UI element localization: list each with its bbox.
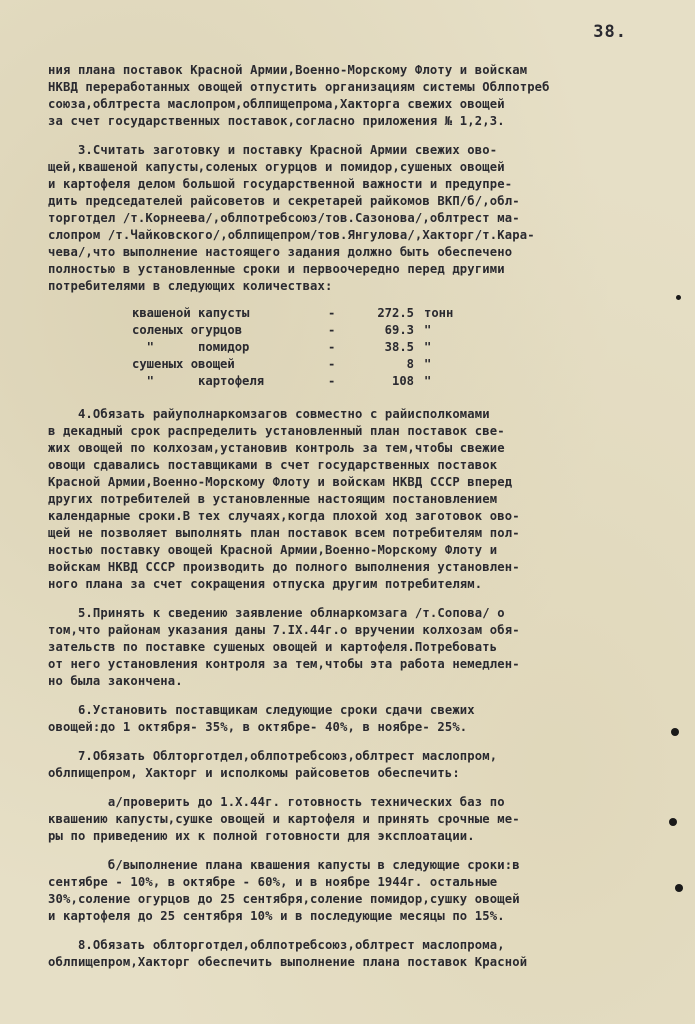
product-name: сушеных овощей — [132, 357, 235, 371]
product-value: 8 — [406, 357, 414, 371]
text-line: щей,квашеной капусты,соленых огурцов и помидор,сушеных овощей — [48, 160, 505, 174]
table-row: соленых огурцов - 69.3 " — [132, 323, 432, 337]
product-value: 69.3 — [384, 323, 414, 337]
text-line: ния плана поставок Красной Армии,Военно-Морскому Флоту и войскам — [48, 63, 528, 77]
paragraph-7b — [48, 857, 670, 925]
text-line: сентябре - 10%, в октябре - 60%, и в ноябре 1944г. остальные — [48, 875, 498, 889]
product-unit: " — [424, 340, 432, 354]
product-name: квашеной капусты — [132, 306, 250, 320]
text-line: 7.Обязать Облторготдел,облпотребсоюз,облтрест маслопром, — [48, 749, 498, 763]
paragraph-continuation — [48, 62, 670, 130]
text-line: ного плана за счет сокращения отпуска другим потребителям. — [48, 577, 483, 591]
text-line: за счет государственных поставок,согласно приложения № 1,2,3. — [48, 114, 505, 128]
table-row: квашеной капусты - 272.5 тонн — [132, 306, 454, 320]
page-number: 38. — [593, 22, 627, 42]
ink-dot — [675, 884, 683, 892]
text-line: от него установления контроля за тем,чтобы эта работа немедлен- — [48, 657, 520, 671]
product-name: " картофеля — [132, 374, 265, 388]
text-line: щей не позволяет выполнять план поставок всем потребителям пол- — [48, 526, 520, 540]
text-line: овощей:до 1 октября- 35%, в октябре- 40%, в ноябре- 25%. — [48, 720, 468, 734]
document-body — [48, 62, 670, 971]
text-line: 4.Обязать райуполнаркомзагов совместно с райисполкомами — [48, 407, 490, 421]
text-line: в декадный срок распределить установленный план поставок све- — [48, 424, 505, 438]
text-line: овощи сдавались поставщиками в счет государственных поставок — [48, 458, 498, 472]
text-line: 30%,соление огурцов до 25 сентября,соление помидор,сушку овощей — [48, 892, 520, 906]
text-line: чева/,что выполнение настоящего задания должно быть обеспечено — [48, 245, 513, 259]
text-line: ры по приведению их к полной готовности для эксплоатации. — [48, 829, 475, 843]
text-line: зательств по поставке сушеных овощей и картофеля.Потребовать — [48, 640, 498, 654]
text-line: том,что районам указания даны 7.IХ.44г.о вручении колхозам обя- — [48, 623, 520, 637]
text-line: торготдел /т.Корнеева/,облпотребсоюз/тов.Сазонова/,облтрест ма- — [48, 211, 520, 225]
ink-dot — [676, 295, 681, 300]
text-line: других потребителей в установленные настоящим постановлением — [48, 492, 498, 506]
text-line: 6.Установить поставщикам следующие сроки сдачи свежих — [48, 703, 475, 717]
text-line: войскам НКВД СССР производить до полного выполнения установлен- — [48, 560, 520, 574]
product-value: 38.5 — [384, 340, 414, 354]
text-line: и картофеля до 25 сентября 10% и в последующие месяцы по 15%. — [48, 909, 505, 923]
text-line: облпищепром, Хакторг и исполкомы райсоветов обеспечить: — [48, 766, 460, 780]
product-name: соленых огурцов — [132, 323, 243, 337]
paragraph-3 — [48, 142, 670, 295]
text-line: НКВД переработанных овощей отпустить организациям системы Облпотреб — [48, 80, 550, 94]
product-name: " помидор — [132, 340, 250, 354]
text-line: квашению капусты,сушке овощей и картофеля и принять срочные ме- — [48, 812, 520, 826]
table-row: " картофеля - 108 " — [132, 374, 432, 388]
product-unit: " — [424, 357, 432, 371]
text-line: союза,облтреста маслопром,облпищепрома,Хакторга свежих овощей — [48, 97, 505, 111]
product-unit: " — [424, 323, 432, 337]
text-line: 5.Принять к сведению заявление облнаркомзага /т.Сопова/ о — [48, 606, 505, 620]
paragraph-8 — [48, 937, 670, 971]
text-line: жих овощей по колхозам,установив контроль за тем,чтобы свежие — [48, 441, 505, 455]
product-value: 272.5 — [377, 306, 414, 320]
text-line: потребителями в следующих количествах: — [48, 279, 333, 293]
paragraph-4 — [48, 406, 670, 593]
ink-dot — [671, 728, 679, 736]
quantity-table — [132, 305, 670, 390]
text-line: слопром /т.Чайковского/,облпищепром/тов.Янгулова/,Хакторг/т.Кара- — [48, 228, 535, 242]
text-line: облпищепром,Хакторг обеспечить выполнение плана поставок Красной — [48, 955, 528, 969]
ink-dot — [669, 818, 677, 826]
paragraph-7a — [48, 794, 670, 845]
text-line: Красной Армии,Военно-Морскому Флоту и войскам НКВД СССР вперед — [48, 475, 513, 489]
paragraph-5 — [48, 605, 670, 690]
text-line: дить председателей райсоветов и секретарей райкомов ВКП/б/,обл- — [48, 194, 520, 208]
text-line: календарные сроки.В тех случаях,когда плохой ход заготовок ово- — [48, 509, 520, 523]
text-line: б/выполнение плана квашения капусты в следующие сроки:в — [48, 858, 520, 872]
table-row: " помидор - 38.5 " — [132, 340, 432, 354]
table-row: сушеных овощей - 8 " — [132, 357, 432, 371]
text-line: полностью в установленные сроки и первоочередно перед другими — [48, 262, 505, 276]
product-value: 108 — [391, 374, 414, 388]
text-line: и картофеля делом большой государственной важности и предупре- — [48, 177, 513, 191]
text-line: ностью поставку овощей Красной Армии,Военно-Морскому Флоту и — [48, 543, 498, 557]
text-line: 3.Считать заготовку и поставку Красной Армии свежих ово- — [48, 143, 498, 157]
product-unit: тонн — [424, 306, 454, 320]
text-line: а/проверить до 1.Х.44г. готовность технических баз по — [48, 795, 505, 809]
paragraph-7 — [48, 748, 670, 782]
product-unit: " — [424, 374, 432, 388]
text-line: 8.Обязать облторготдел,облпотребсоюз,облтрест маслопрома, — [48, 938, 505, 952]
paragraph-6 — [48, 702, 670, 736]
text-line: но была закончена. — [48, 674, 183, 688]
